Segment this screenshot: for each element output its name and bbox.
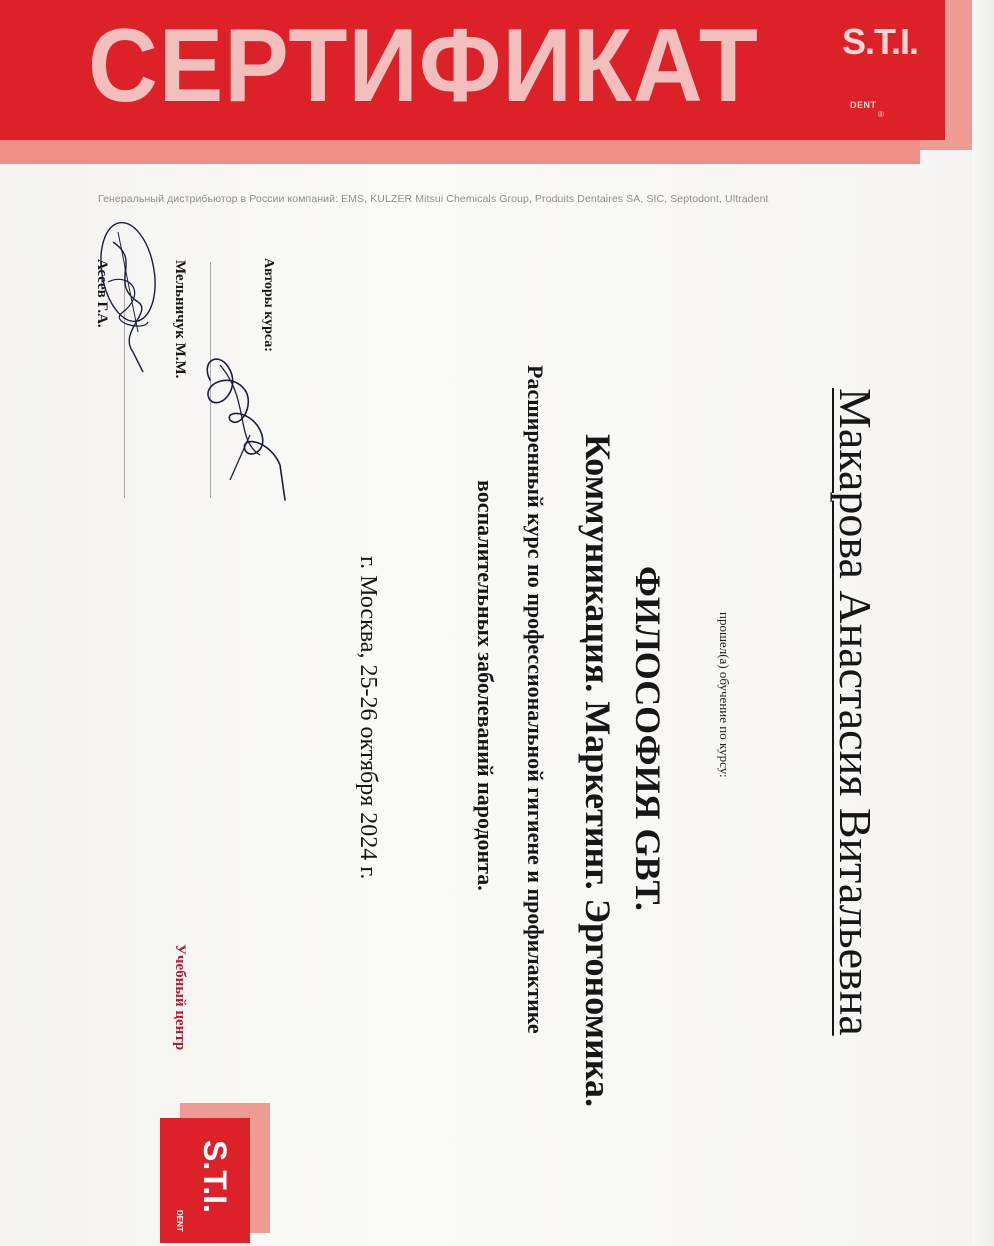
certificate-title: СЕРТИФИКАТ bbox=[88, 8, 759, 124]
logo-text: S.T.I. bbox=[842, 21, 919, 62]
center-logo-text: S.T.I. bbox=[197, 1140, 233, 1213]
signature-melnichuk bbox=[190, 340, 300, 520]
passed-text: прошел(а) обучение по курсу: bbox=[717, 612, 732, 778]
center-sti-logo bbox=[160, 1118, 250, 1243]
signature-aseev bbox=[88, 212, 168, 382]
distributor-line: Генеральный дистрибьютор в России компаний: EMS, KULZER Mitsui Chemicals Group, Produits Dentaires SA, SIC, Septodont, Ultradent bbox=[98, 193, 769, 205]
training-center-label: Учебный центр bbox=[172, 944, 188, 1051]
authors-title: Авторы курса: bbox=[261, 258, 276, 352]
author-name-1: Мельничук М.М. bbox=[172, 260, 188, 379]
course-title-line1: ФИЛОСОФИЯ GBT. bbox=[628, 566, 668, 911]
place-date: г. Москва, 25-26 октября 2024 г. bbox=[355, 556, 381, 880]
course-title-line2: Коммуникация. Маркетинг. Эргономика. bbox=[578, 434, 618, 1107]
logo-subtext: DENT bbox=[850, 100, 877, 110]
paper-edge bbox=[972, 0, 994, 1246]
center-logo-subtext: DENT bbox=[175, 1210, 184, 1232]
header-banner bbox=[0, 0, 945, 140]
course-title-line4: воспалительных заболеваний пародонта. bbox=[473, 480, 498, 891]
header-banner-tail bbox=[0, 140, 920, 164]
registered-mark: ® bbox=[878, 110, 884, 119]
sti-dent-logo bbox=[842, 21, 919, 122]
course-title-line3: Расширенный курс по профессиональной гигиене и профилактике bbox=[523, 365, 548, 1034]
recipient-name: Макарова Анастасия Витальевна bbox=[830, 388, 881, 1036]
author-name-2: Асеев Г.А. bbox=[94, 259, 110, 328]
